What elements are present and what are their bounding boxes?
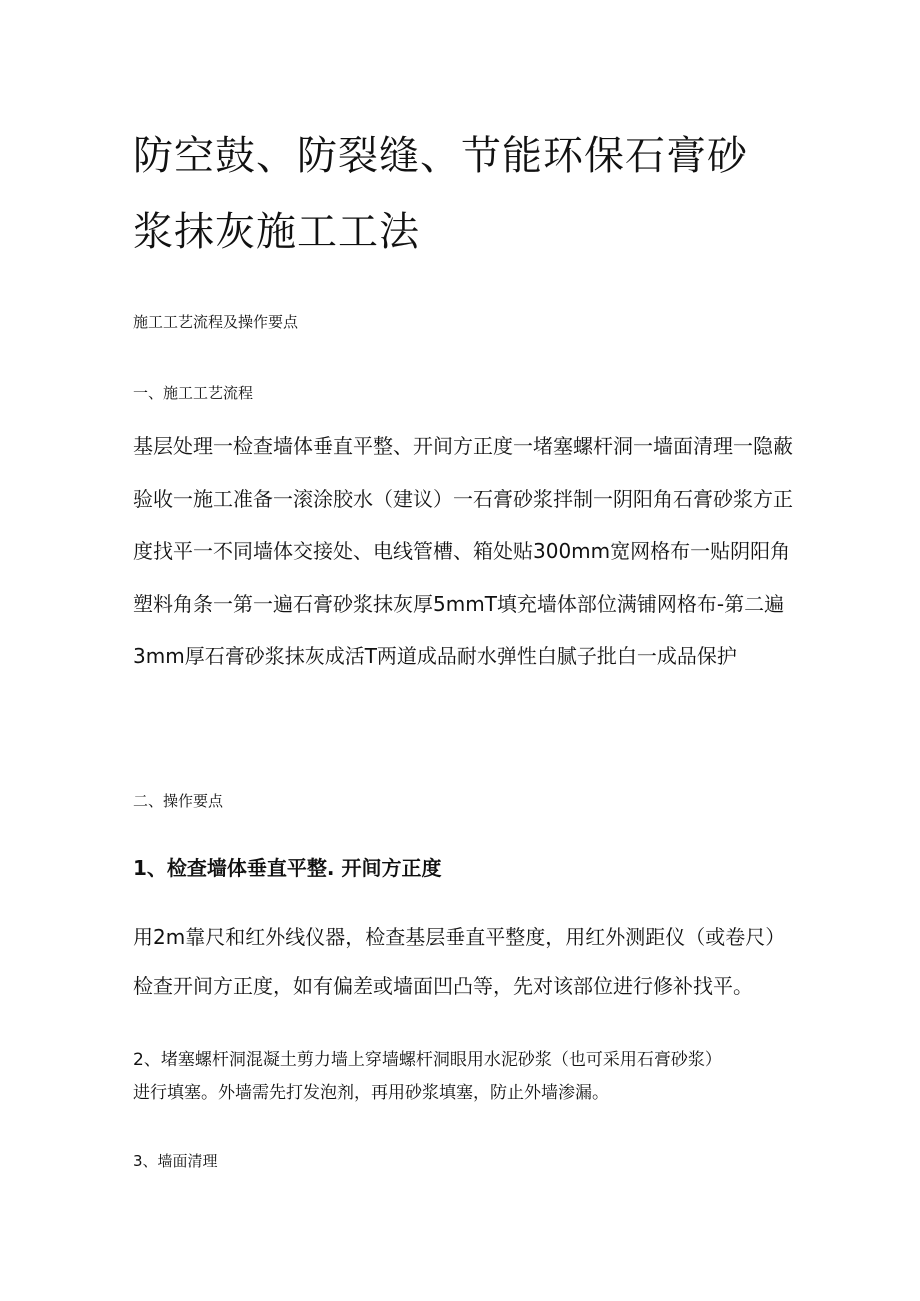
item1-heading: 1、检查墙体垂直平整. 开间方正度 <box>133 856 442 880</box>
subtitle: 施工工艺流程及操作要点 <box>133 313 299 331</box>
item1-paragraph <box>133 922 813 1020</box>
item3-heading: 3、墙面清理 <box>133 1152 218 1170</box>
flow-line-2: 验收一施工准备一滚涂胶水（建议）一石膏砂浆拌制一阴阳角石膏砂浆方正 <box>133 486 793 511</box>
flow-line-1: 基层处理一检查墙体垂直平整、开间方正度一堵塞螺杆洞一墙面清理一隐蔽 <box>133 434 793 458</box>
section1-heading: 一、施工工艺流程 <box>133 384 254 402</box>
title-line-2: 浆抹灰施工工法 <box>133 209 420 255</box>
item1-line-1: 用2m靠尺和红外线仪器，检查基层垂直平整度，用红外测距仪（或卷尺） <box>133 925 786 949</box>
title-line-1: 防空鼓、防裂缝、节能环保石膏砂 <box>133 133 748 179</box>
item1-line-2: 检查开间方正度，如有偏差或墙面凹凸等，先对该部位进行修补找平。 <box>133 974 753 998</box>
item2-line-2: 进行填塞。外墙需先打发泡剂，再用砂浆填塞，防止外墙渗漏。 <box>133 1083 609 1103</box>
flow-line-3: 度找平一不同墙体交接处、电线管槽、箱处贴300mm宽网格布一贴阴阳角 <box>133 539 791 563</box>
item2-paragraph <box>133 1046 823 1112</box>
process-flow-paragraph <box>133 428 813 691</box>
document-title <box>133 118 813 270</box>
section2-heading: 二、操作要点 <box>133 792 224 810</box>
flow-line-5: 3mm厚石膏砂浆抹灰成活T两道成品耐水弹性白腻子批白一成品保护 <box>133 644 737 668</box>
flow-line-4: 塑料角条一第一遍石膏砂浆抹灰厚5mmT填充墙体部位满铺网格布-第二遍 <box>133 591 785 616</box>
item2-line-1: 2、堵塞螺杆洞混凝土剪力墙上穿墙螺杆洞眼用水泥砂浆（也可采用石膏砂浆） <box>133 1050 722 1070</box>
